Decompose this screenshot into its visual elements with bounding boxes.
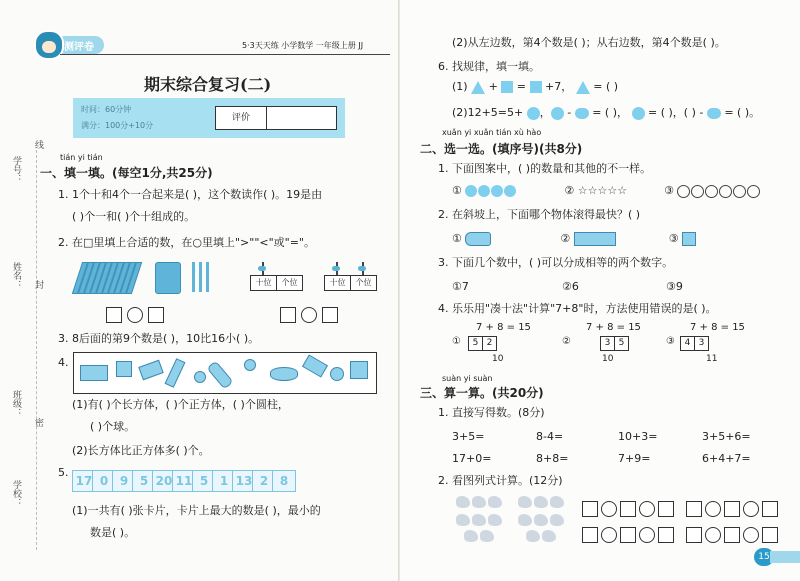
number-card: 17 <box>72 470 96 492</box>
calc-6: 8+8= <box>536 452 569 465</box>
q5-part1-line2: 数是( )。 <box>90 526 136 539</box>
place-value-chart-2 <box>324 262 376 290</box>
option-1: ① <box>452 232 462 245</box>
triangle-icon <box>576 81 590 94</box>
q6-text: 6. 找规律，填一填。 <box>438 60 540 73</box>
stick-bundle-icon <box>155 262 181 294</box>
q4-part1-line2: ( )个球。 <box>90 420 136 433</box>
section1-pinyin: tián yi tián <box>60 153 103 162</box>
option-2: ② <box>560 232 571 245</box>
pattern-row-1: (1) + = +7， = ( ) <box>452 80 619 93</box>
equation: 7 + 8 = 15 <box>690 322 745 333</box>
s2-q2: 2. 在斜坡上，下面哪个物体滚得最快？( ) <box>438 208 641 221</box>
option-1: ① <box>452 336 461 347</box>
option-3: ③ <box>668 232 679 245</box>
number-card: 8 <box>272 470 296 492</box>
page-tab-bar <box>770 551 800 563</box>
pv-ones-label: 个位 <box>276 275 303 291</box>
q5-part1-line1: (1)一共有( )张卡片，卡片上最大的数是( )，最小的 <box>72 504 321 517</box>
margin-mark-seal: 封 <box>33 280 43 289</box>
margin-mark-secret: 密 <box>33 418 43 427</box>
ring-icon <box>691 185 704 198</box>
time-note: 时间：60分钟 <box>81 105 132 114</box>
mascot-icon <box>34 30 64 60</box>
circle-icon <box>551 107 564 120</box>
review-label: 评价 <box>216 107 267 129</box>
margin-number: 学号： <box>11 156 21 183</box>
pattern-row-2: (2)12+5=5+ ， - = ( )， = ( )，( ) - = ( )。 <box>452 106 761 119</box>
make-ten-option-1: ① 7 + 8 = 15 5 2 10 <box>452 322 531 364</box>
flower-icon <box>465 185 477 197</box>
section2-title: 二、选一选。(填序号)(共8分) <box>420 142 583 156</box>
calc-5: 17+0= <box>452 452 492 465</box>
make-ten-option-3: ③ 7 + 8 = 15 4 3 11 <box>666 322 745 364</box>
section1-title: 一、填一填。(每空1分,共25分) <box>40 166 213 180</box>
ten-label: 10 <box>602 354 614 364</box>
page-title: 期末综合复习(二) <box>144 75 272 94</box>
eleven-label: 11 <box>706 354 718 364</box>
margin-school: 学校： <box>11 480 21 507</box>
badge-label: 测评卷 <box>64 42 94 53</box>
circled-one-icon: (1) <box>452 80 468 93</box>
s2-q1-options <box>452 184 761 198</box>
bird-picture-2 <box>518 496 574 546</box>
section3-title: 三、算一算。(共20分) <box>420 386 544 400</box>
s2-q1: 1. 下面图案中，( )的数量和其他的不一样。 <box>438 162 652 175</box>
compare-blanks-1[interactable] <box>106 304 164 323</box>
pattern-text: (2)12+5=5+ <box>452 106 524 119</box>
option-3: ③ <box>666 336 675 347</box>
flower-icon <box>478 185 490 197</box>
info-box <box>73 98 345 138</box>
equation-blanks-2[interactable] <box>582 524 674 543</box>
star-icon: ☆☆☆☆☆ <box>577 184 628 197</box>
bird-picture-1 <box>456 496 512 546</box>
make-ten-option-2: ② 7 + 8 = 15 3 5 10 <box>562 322 641 364</box>
option-3: ③ <box>664 184 674 197</box>
cuboid-icon <box>574 232 616 246</box>
margin-class: 班级： <box>11 390 21 417</box>
place-value-chart-1 <box>250 262 302 290</box>
number-card: 11 <box>172 470 196 492</box>
calc-4: 3+5+6= <box>702 430 751 443</box>
number-card: 5 <box>192 470 216 492</box>
score-note: 满分：100分+10分 <box>81 121 154 130</box>
q4-number: 4. <box>58 356 69 369</box>
square-icon <box>530 81 542 93</box>
q5-number: 5. <box>58 466 69 479</box>
solid-shapes-picture <box>73 352 377 394</box>
margin-mark-line: 线 <box>33 140 43 149</box>
q3-text: 3. 8后面的第9个数是( )，10比16小( )。 <box>58 332 260 345</box>
ring-icon <box>733 185 746 198</box>
equation-blanks-1[interactable] <box>582 498 674 517</box>
equation: 7 + 8 = 15 <box>586 322 641 333</box>
flower-icon <box>504 185 516 197</box>
q1-line2: ( )个一和( )个十组成的。 <box>72 210 196 223</box>
pv-tens-label: 十位 <box>324 275 351 291</box>
number-card: 5 <box>132 470 156 492</box>
s2-q2-options <box>452 232 696 246</box>
equation-blanks-4[interactable] <box>686 524 778 543</box>
pattern-text: +7， <box>545 80 573 93</box>
number-card: 1 <box>212 470 236 492</box>
cut-line <box>36 150 37 550</box>
number-card: 0 <box>92 470 116 492</box>
s2-q3-opt1: ①7 <box>452 280 469 293</box>
section3-pinyin: suàn yi suàn <box>442 374 493 383</box>
equation-blanks-3[interactable] <box>686 498 778 517</box>
s2-q3-opt2: ②6 <box>562 280 579 293</box>
cylinder-icon <box>465 232 491 246</box>
page-number: 15 <box>754 548 774 566</box>
ring-icon <box>747 185 760 198</box>
square-icon <box>501 81 513 93</box>
review-box <box>215 106 337 130</box>
q2-text: 2. 在□里填上合适的数，在○里填上">""<"或"="。 <box>58 236 315 249</box>
book-series: 5·3天天练 小学数学 一年级上册 JJ <box>242 41 364 50</box>
pv-tens-label: 十位 <box>250 275 277 291</box>
cube-icon <box>682 232 696 246</box>
flower-icon <box>491 185 503 197</box>
header-rule <box>60 54 390 55</box>
number-card: 13 <box>232 470 256 492</box>
q4-part2: (2)长方体比正方体多( )个。 <box>72 444 210 457</box>
triangle-icon <box>471 81 485 94</box>
number-card: 20 <box>152 470 176 492</box>
number-card: 2 <box>252 470 276 492</box>
bundle-sticks <box>75 262 147 292</box>
margin-name: 姓名： <box>11 262 21 289</box>
calc-2: 8-4= <box>536 430 564 443</box>
ring-icon <box>719 185 732 198</box>
calc-3: 10+3= <box>618 430 658 443</box>
circle-icon <box>527 107 540 120</box>
q1-line1: 1. 1个十和4个一合起来是( )，这个数读作( )。19是由 <box>58 188 323 201</box>
s2-q3: 3. 下面几个数中，( )可以分成相等的两个数字。 <box>438 256 674 269</box>
option-1: ① <box>452 184 462 197</box>
s3-q2: 2. 看图列式计算。(12分) <box>438 474 563 487</box>
q4-part1-line1: (1)有( )个长方体，( )个正方体，( )个圆柱， <box>72 398 289 411</box>
ring-icon <box>705 185 718 198</box>
s3-q1: 1. 直接写得数。(8分) <box>438 406 545 419</box>
equation: 7 + 8 = 15 <box>476 322 531 333</box>
calc-7: 7+9= <box>618 452 651 465</box>
s2-q4: 4. 乐乐用"凑十法"计算"7+8"时，方法使用错误的是( )。 <box>438 302 717 315</box>
heart-icon <box>707 108 721 119</box>
ring-icon <box>677 185 690 198</box>
pattern-text: 。 <box>749 106 761 119</box>
circle-icon <box>632 107 645 120</box>
q5-part2: (2)从左边数，第4个数是( )；从右边数，第4个数是( )。 <box>452 36 726 49</box>
option-2: ② <box>562 336 571 347</box>
s2-q3-opt3: ③9 <box>666 280 683 293</box>
ten-label: 10 <box>492 354 504 364</box>
section2-pinyin: xuǎn yi xuǎn tián xù hào <box>442 128 542 137</box>
right-page <box>400 0 800 581</box>
heart-icon <box>575 108 589 119</box>
option-2: ② <box>564 184 575 197</box>
pv-ones-label: 个位 <box>350 275 377 291</box>
calc-8: 6+4+7= <box>702 452 751 465</box>
compare-blanks-2[interactable] <box>280 304 338 323</box>
calc-1: 3+5= <box>452 430 485 443</box>
number-card: 9 <box>112 470 136 492</box>
